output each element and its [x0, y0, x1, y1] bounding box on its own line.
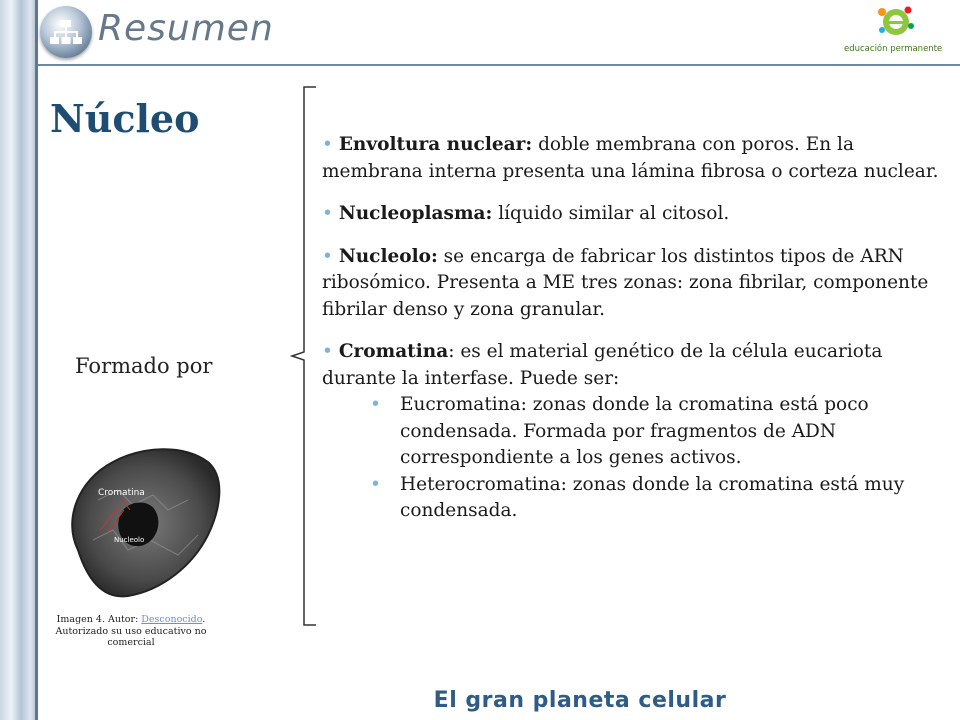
item-term: Nucleoplasma:	[338, 203, 493, 224]
brand-name: educación permanente	[844, 44, 943, 54]
sub-list-item	[322, 472, 944, 525]
header-divider	[38, 64, 960, 66]
cromatina-label: Cromatina	[98, 488, 145, 498]
bullet-icon: •	[322, 134, 333, 155]
sub-list-item	[322, 392, 944, 472]
list-item	[322, 132, 944, 185]
content-list	[322, 132, 944, 525]
list-item	[322, 201, 944, 228]
list-item	[322, 244, 944, 324]
item-text: doble membrana con poros. En la membrana interna presenta una lámina fibrosa o corteza nuclear.	[322, 134, 939, 182]
bullet-icon: •	[322, 245, 333, 267]
page-title: Núcleo	[50, 96, 200, 141]
cell-nucleus-image	[58, 440, 224, 606]
item-text: se encarga de fabricar los distintos tipos de ARN ribosómico. Presenta a ME tres zonas: zona fibrilar, componente fibrilar denso y zona granular.	[322, 245, 929, 320]
bullet-icon: •	[322, 341, 333, 362]
sub-list	[322, 392, 944, 525]
caption-suffix: . Autorizado su uso educativo no comercial	[55, 614, 207, 648]
bracket-shape	[288, 84, 318, 628]
left-decorative-band	[0, 0, 38, 720]
item-term: Cromatina	[338, 341, 449, 362]
caption-prefix: Imagen 4. Autor:	[56, 614, 142, 625]
bullet-icon: •	[322, 203, 333, 224]
bullet-icon: •	[370, 394, 381, 415]
bullet-icon: •	[370, 473, 381, 495]
footer-title: El gran planeta celular	[433, 688, 727, 713]
formado-por-label: Formado por	[75, 354, 213, 378]
image-caption	[40, 614, 222, 649]
list-item	[322, 339, 944, 392]
sub-item-text: Eucromatina: zonas donde la cromatina está poco condensada. Formada por fragmentos de ADN correspondiente a los genes activos.	[400, 394, 869, 468]
item-text: : es el material genético de la célula eucariota durante la interfase. Puede ser:	[322, 341, 883, 389]
item-term: Envoltura nuclear:	[338, 134, 533, 155]
item-term: Nucleolo:	[338, 245, 438, 267]
brand-logo	[838, 4, 950, 64]
sub-item-text: Heterocromatina: zonas donde la cromatina está muy condensada.	[400, 473, 905, 521]
sitemap-icon[interactable]	[40, 6, 92, 58]
author-link[interactable]: Desconocido	[141, 614, 203, 625]
nucleolo-label: Nucleolo	[114, 536, 145, 544]
header-title: Resumen	[98, 8, 274, 49]
item-text: líquido similar al citosol.	[492, 203, 730, 224]
